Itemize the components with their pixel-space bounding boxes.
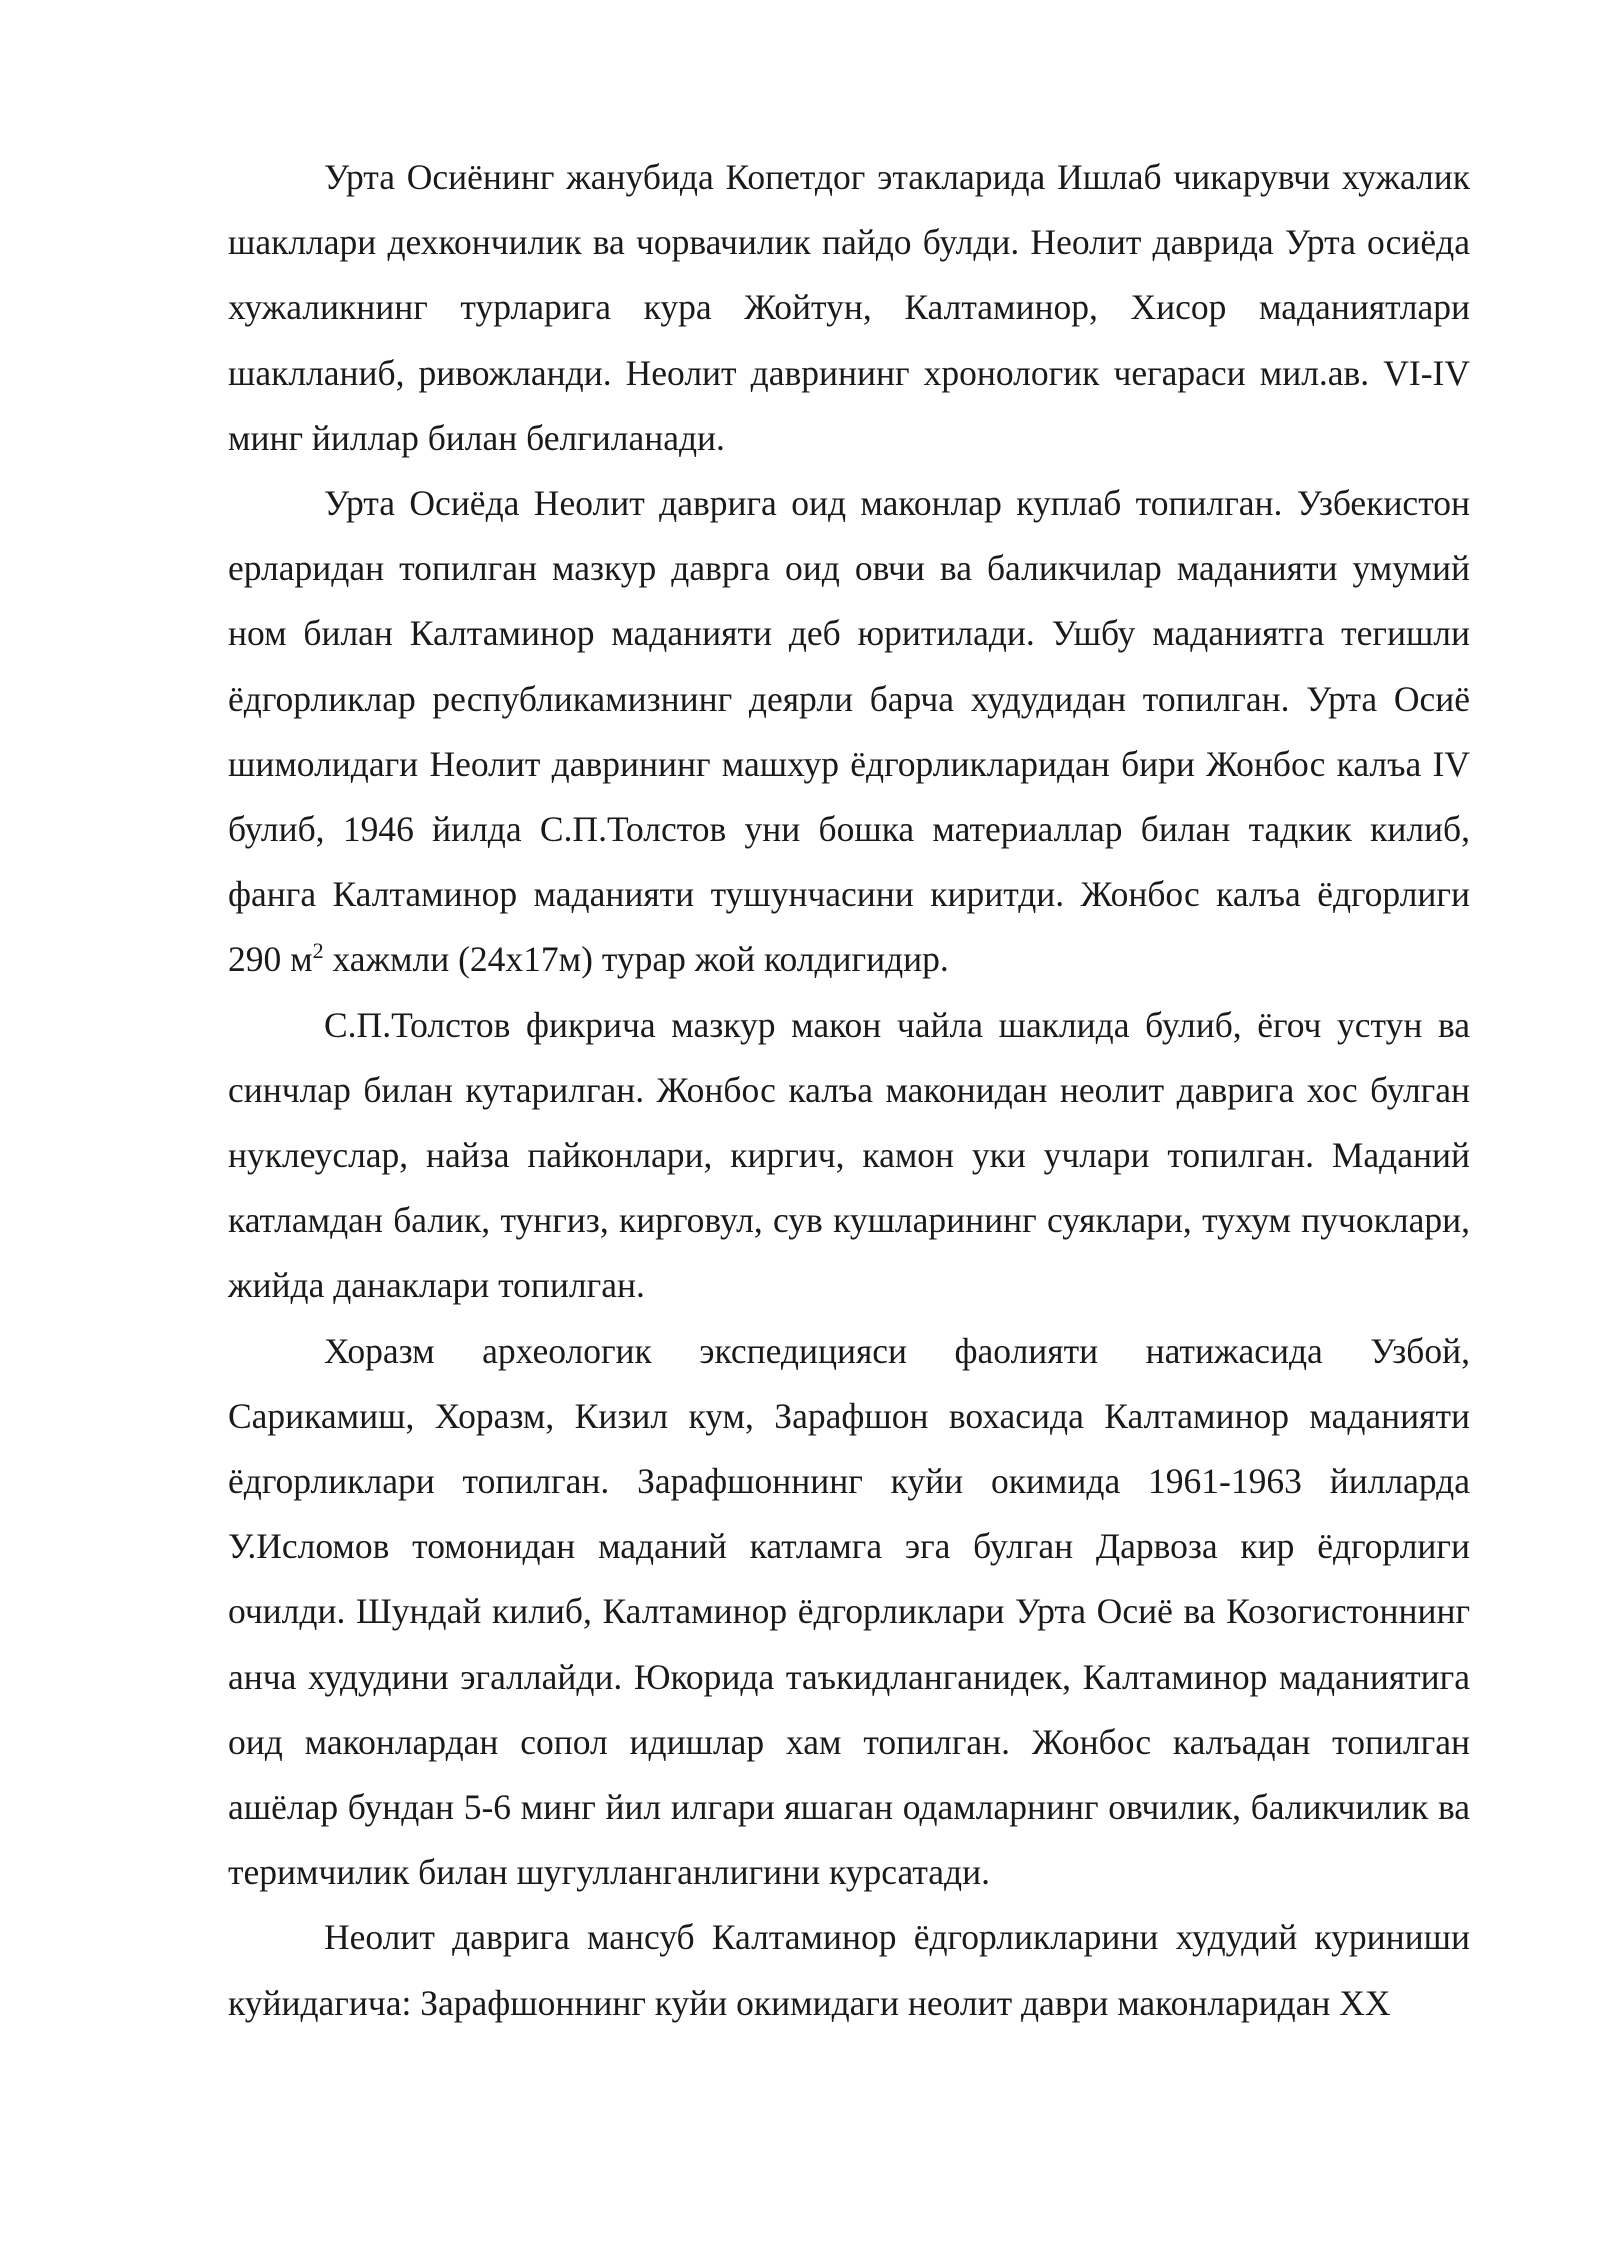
body-text — [228, 145, 1470, 2036]
paragraph-1: Урта Осиёнинг жанубида Копетдог этакларида Ишлаб чикарувчи хужалик шакллари дехкончилик ва чорвачилик пайдо булди. Неолит даврида Урта осиёда хужаликнинг турларига кура Жойтун, Калтаминор, Хисор маданиятлари шаклланиб, ривожланди. Неолит даврининг хронологик чегараси мил.ав. VI-IV минг йиллар билан белгиланади. — [228, 157, 1470, 458]
paragraph-2 — [228, 471, 1470, 993]
paragraph-5: Неолит даврига мансуб Калтаминор ёдгорликларини худудий куриниши куйидагича: Зарафшоннинг куйи окимидаги неолит даври маконларидан XX — [228, 1917, 1470, 2023]
paragraph-4: Хоразм археологик экспедицияси фаолияти натижасида Узбой, Сарикамиш, Хоразм, Кизил кум, Зарафшон вохасида Калтаминор маданияти ёдгорликлари топилган. Зарафшоннинг куйи окимида 1961-1963 йилларда У.Исломов томонидан маданий катламга эга булган Дарвоза кир ёдгорлиги очилди. Шундай килиб, Калтаминор ёдгорликлари Урта Осиё ва Козогистоннинг анча худудини эгаллайди. Юкорида таъкидланганидек, Калтаминор маданиятига оид маконлардан сопол идишлар хам топилган. Жонбос калъадан топилган ашёлар бундан 5-6 минг йил илгари яшаган одамларнинг овчилик, баликчилик ва теримчилик билан шугулланганлигини курсатади. — [228, 1330, 1470, 1893]
paragraph-2-tail: хажмли (24х17м) турар жой колдигидир. — [323, 939, 949, 980]
superscript-2: 2 — [312, 938, 324, 964]
paragraph-3: С.П.Толстов фикрича мазкур макон чайла шаклида булиб, ёгоч устун ва синчлар билан кутарилган. Жонбос калъа маконидан неолит даврига хос булган нуклеуслар, найза пайконлари, киргич, камон уки учлари топилган. Маданий катламдан балик, тунгиз, кирговул, сув кушларининг суяклари, тухум пучоклари, жийда данаклари топилган. — [228, 1004, 1470, 1306]
paragraph-2-text: Урта Осиёда Неолит даврига оид маконлар куплаб топилган. Узбекистон ерларидан топилган мазкур даврга оид овчи ва баликчилар маданияти умумий ном билан Калтаминор маданияти деб юритилади. Ушбу маданиятга тегишли ёдгорликлар республикамизнинг деярли барча худудидан топилган. Урта Осиё шимолидаги Неолит даврининг машхур ёдгорликларидан бири Жонбос калъа IV булиб, 1946 йилда С.П.Толстов уни бошка материаллар билан тадкик килиб, фанга Калтаминор маданияти тушунчасини киритди. Жонбос калъа ёдгорлиги 290 м — [228, 483, 1470, 980]
